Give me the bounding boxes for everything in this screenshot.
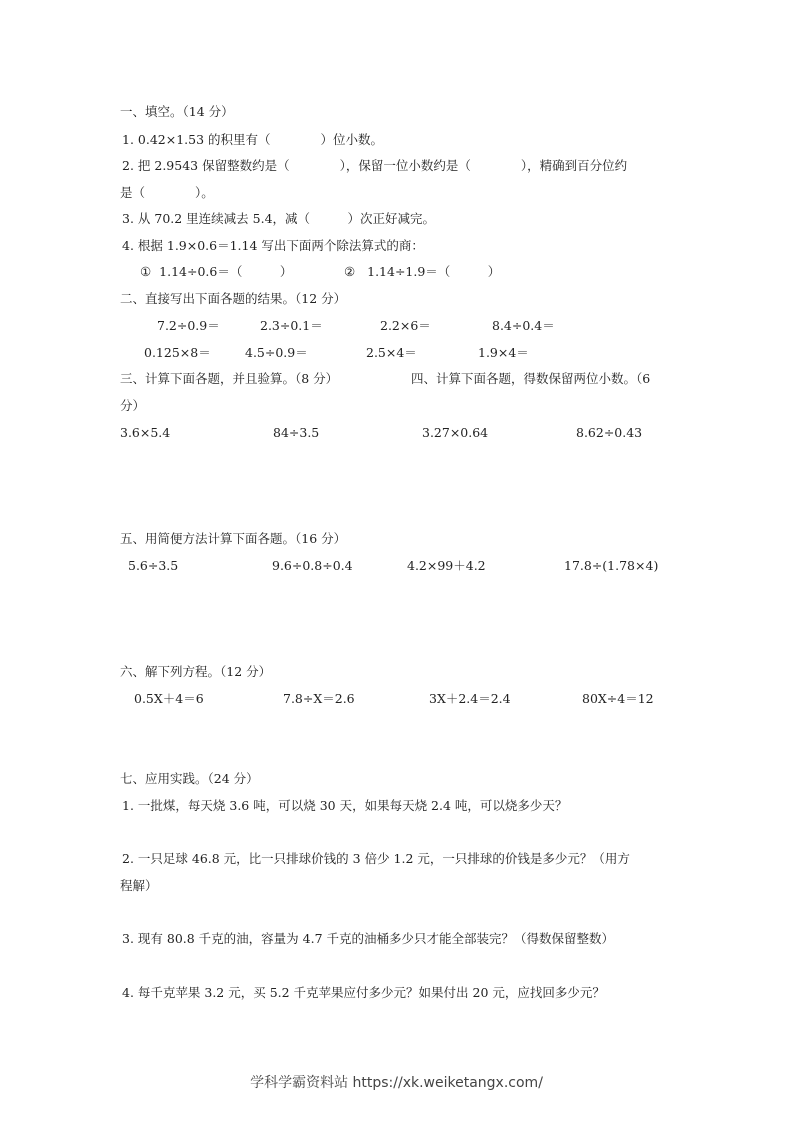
section3-title: 三、计算下面各题，并且验算。（8 分） — [120, 371, 339, 386]
section2-item: 4.5÷0.9＝ — [245, 345, 308, 360]
section1-title: 一、填空。（14 分） — [120, 104, 234, 119]
section7-question-2: 2. 一只足球 46.8 元，比一只排球价钱的 3 倍少 1.2 元，一只排球的价钱是多少元？（用方 — [122, 851, 630, 866]
section7-question-4: 4. 每千克苹果 3.2 元，买 5.2 千克苹果应付多少元？如果付出 20 元，应找回多少元？ — [122, 985, 605, 1000]
section1-question-4b: ② 1.14÷1.9＝（ ） — [344, 264, 501, 279]
section3-item: 84÷3.5 — [273, 425, 320, 440]
section5-title: 五、用简便方法计算下面各题。（16 分） — [120, 531, 347, 546]
section2-item: 8.4÷0.4＝ — [492, 318, 555, 333]
section6-item: 80X÷4＝12 — [582, 691, 654, 706]
section5-item: 4.2×99＋4.2 — [407, 558, 486, 573]
section3-item: 3.6×5.4 — [120, 425, 171, 440]
section2-item: 1.9×4＝ — [478, 345, 529, 360]
footer-watermark: 学科学霸资料站 https://xk.weiketangx.com/ — [250, 1075, 543, 1091]
section2-item: 7.2÷0.9＝ — [157, 318, 220, 333]
section1-question-3: 3. 从 70.2 里连续减去 5.4，减（ ）次正好减完。 — [122, 211, 436, 226]
section4-title-cont: 分） — [120, 398, 146, 413]
section6-title: 六、解下列方程。（12 分） — [120, 664, 272, 679]
section1-question-1: 1. 0.42×1.53 的积里有（ ）位小数。 — [122, 132, 384, 147]
section6-item: 0.5X＋4＝6 — [134, 691, 204, 706]
section2-item: 0.125×8＝ — [144, 345, 211, 360]
section5-item: 9.6÷0.8÷0.4 — [272, 558, 353, 573]
section1-question-2-cont: 是（ ）。 — [120, 185, 214, 200]
section7-title: 七、应用实践。（24 分） — [120, 771, 259, 786]
section2-item: 2.5×4＝ — [366, 345, 417, 360]
section2-title: 二、直接写出下面各题的结果。（12 分） — [120, 291, 347, 306]
section4-title: 四、计算下面各题，得数保留两位小数。（6 — [411, 371, 651, 386]
section2-item: 2.2×6＝ — [380, 318, 431, 333]
section7-question-2-cont: 程解） — [120, 878, 158, 893]
section2-item: 2.3÷0.1＝ — [260, 318, 323, 333]
section1-question-2: 2. 把 2.9543 保留整数约是（ ），保留一位小数约是（ ），精确到百分位约 — [122, 158, 628, 173]
section5-item: 17.8÷(1.78×4) — [564, 558, 659, 573]
section5-item: 5.6÷3.5 — [128, 558, 179, 573]
section4-item: 3.27×0.64 — [422, 425, 489, 440]
section7-question-1: 1. 一批煤，每天烧 3.6 吨，可以烧 30 天，如果每天烧 2.4 吨，可以烧多少天？ — [122, 798, 568, 813]
section7-question-3: 3. 现有 80.8 千克的油，容量为 4.7 千克的油桶多少只才能全部装完？（得数保留整数） — [122, 931, 615, 946]
section1-question-4: 4. 根据 1.9×0.6＝1.14 写出下面两个除法算式的商： — [122, 238, 424, 253]
section4-item: 8.62÷0.43 — [576, 425, 643, 440]
section6-item: 7.8÷X＝2.6 — [283, 691, 355, 706]
section1-question-4a: ① 1.14÷0.6＝（ ） — [140, 264, 293, 279]
section6-item: 3X＋2.4＝2.4 — [429, 691, 511, 706]
